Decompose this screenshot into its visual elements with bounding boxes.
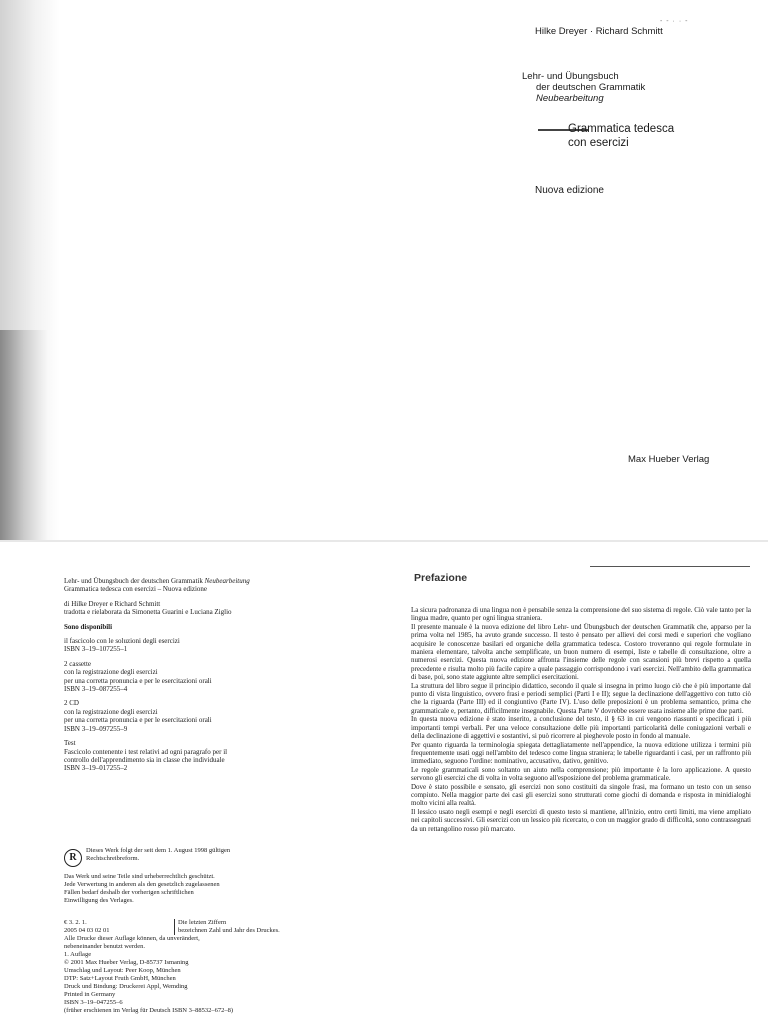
- imprint-line: Umschlag und Layout: Peer Koop, München: [64, 967, 181, 974]
- available-heading: Sono disponibili: [64, 622, 113, 631]
- copyright-note: [64, 873, 364, 905]
- preface-paragraph: Il presente manuale è la nuova edizione del libro Lehr- und Übungsbuch der deutschen Grammatik che, apparso per la prima volta nel 1985, ha avuto grande successo. Il testo è pensato per allievi dei corsi medi e superiori che vogliano acquisire le conoscenze basilari ed organiche della grammatica tedesca. Costoro troveranno qui regole formulate in maniera elementare, talvolta anche semplificate, un buon numero di esempi, liste e tabelle di consultazione, oltre a numerosi esercizi. Questa nuova edizione affronta l'insieme delle regole con scansioni più brevi rispetto a quella precedente e risulta molto più facile capire a quale passaggio corrispondono i vari esercizi. Nell'ambito della grammatica di base, poi, sono state aggiunte altre semplici esercitazioni.: [411, 622, 751, 682]
- imprint-line: DTP: Satz+Layout Fruth GmbH, München: [64, 975, 176, 982]
- print-run-row: [64, 927, 280, 935]
- preface-paragraph: La struttura del libro segue il principio didattico, secondo il quale si insegna in primo luogo ciò che è più importante dal punto di vista linguistico, ovvero frasi e periodi semplici (Parti I e II); segue la declinazione dell'aggettivo con tutto ciò che la riguarda (Parte III) ed il congiuntivo (Parte IV). L'uso delle preposizioni è un problema semantico, prima che grammaticale e, pertanto, difficilmente insegnabile. Questa Parte V dovrebbe essere usata insieme alle prime due parti.: [411, 681, 751, 715]
- available-item-4-isbn: ISBN 3–19–017255–2: [64, 764, 128, 773]
- imprint-book-subtitle: Grammatica tedesca con esercizi – Nuova edizione: [64, 585, 208, 594]
- available-item-3-line-2: per una corretta pronuncia e per le esercitazioni orali: [64, 716, 212, 725]
- german-title: [522, 71, 645, 104]
- available-item-3-title: 2 CD: [64, 699, 79, 708]
- imprint-line: Printed in Germany: [64, 991, 116, 998]
- page-gutter-shadow-dark: [0, 330, 48, 540]
- print-run-row: [64, 919, 280, 927]
- german-title-line-2: der deutschen Grammatik: [536, 82, 646, 93]
- available-item-4-line-1: Fascicolo contenente i test relativi ad ogni paragrafo per il: [64, 747, 228, 756]
- available-item-2-line-1: con la registrazione degli esercizi: [64, 668, 158, 677]
- imprint-page: [64, 577, 364, 773]
- imprint-by-line: di Hilke Dreyer e Richard Schmitt: [64, 599, 161, 608]
- imprint-book-title-edition: Neubearbeitung: [204, 577, 250, 585]
- preface-paragraph: Le regole grammaticali sono soltanto un aiuto nella comprensione; più importante è la loro applicazione. A questo servono gli esercizi che di volta in volta seguono all'esposizione del problema grammaticale.: [411, 765, 751, 783]
- italian-title-line-1: Grammatica tedesca: [568, 123, 675, 135]
- edition-label: Nuova edizione: [535, 185, 604, 196]
- available-item-3-isbn: ISBN 3–19–097255–9: [64, 724, 128, 733]
- imprint-line: nebeneinander benutzt werden.: [64, 943, 146, 950]
- imprint-book-title: Lehr- und Übungsbuch der deutschen Grammatik Neubearbeitung: [64, 577, 250, 585]
- copyright-line-3: Fällen bedarf deshalb der vorherigen schriftlichen: [64, 889, 194, 896]
- available-item-1-isbn: ISBN 3–19–107255–1: [64, 645, 128, 654]
- authors: Hilke Dreyer · Richard Schmitt: [535, 26, 663, 37]
- reform-note-line-2: Rechtschreibreform.: [86, 855, 140, 862]
- print-run-text: bezeichnen Zahl und Jahr des Druckes.: [174, 927, 280, 935]
- german-title-line-1: Lehr- und Übungsbuch: [522, 71, 619, 82]
- available-item-1-title: il fascicolo con le soluzioni degli esercizi: [64, 637, 180, 646]
- german-title-edition: Neubearbeitung: [536, 93, 604, 104]
- reform-note-line-1: Dieses Werk folgt der seit dem 1. August 1998 gültigen: [86, 847, 231, 854]
- copyright-line-1: Das Werk und seine Teile sind urheberrechtlich geschützt.: [64, 873, 215, 880]
- imprint-line: ISBN 3–19–047255–6: [64, 999, 123, 1006]
- print-run-nums: € 3. 2. 1.: [64, 919, 87, 926]
- available-item-3-line-1: con la registrazione degli esercizi: [64, 707, 158, 716]
- available-item-4-title: Test: [64, 739, 76, 748]
- imprint-line: © 2001 Max Hueber Verlag, D-85737 Ismaning: [64, 959, 189, 966]
- page-divider: [0, 540, 768, 542]
- preface-rule: [590, 566, 750, 567]
- print-run-nums: 2005 04 03 02 01: [64, 927, 110, 934]
- preface-title: Prefazione: [414, 572, 468, 584]
- corner-mark: - - · · -: [660, 18, 689, 25]
- copyright-line-4: Einwilligung des Verlages.: [64, 897, 134, 904]
- available-item-2-isbn: ISBN 3–19–087255–4: [64, 685, 128, 694]
- preface-paragraph: Il lessico usato negli esempi e negli esercizi di questo testo si mantiene, all'inizio, entro certi limiti, ma viene ampliato nei capitoli successivi. Gli esercizi con un lessico più ricercato, o con un maggior grado di difficoltà, sono contrassegnati da un rettangolino rosso più marcato.: [411, 807, 751, 833]
- publisher: Max Hueber Verlag: [628, 454, 710, 465]
- preface-paragraph: La sicura padronanza di una lingua non è pensabile senza la comprensione del suo sistema di regole. Ciò vale tanto per la lingua madre, quanto per ogni lingua straniera.: [411, 606, 751, 623]
- preface-paragraph: Dove è stato possibile e sensato, gli esercizi non sono costituiti da singole frasi, ma formano un testo con un senso compiuto. Nella maggior parte dei casi gli esercizi sono strutturati come giochi di domanda e risposta in minidialoghi molto vicini alla realtà.: [411, 782, 751, 808]
- copyright-line-2: Jede Verwertung in anderen als den gesetzlich zugelassenen: [64, 881, 220, 888]
- imprint-line: 1. Auflage: [64, 951, 92, 958]
- print-run-table: [64, 919, 280, 935]
- available-item-2-line-2: per una corretta pronuncia e per le esercitazioni orali: [64, 676, 212, 685]
- print-run-text: Die letzten Ziffern: [174, 919, 226, 927]
- italian-title-line-2: con esercizi: [568, 137, 629, 149]
- available-item-4-line-2: controllo dell'apprendimento sia in classe che individuale: [64, 755, 225, 764]
- preface-paragraph: In questa nuova edizione è stato inserito, a conclusione del testo, il § 63 in cui vengono riassunti e specificati i più importanti tempi verbali. Per una veloce consultazione delle più importanti particolarità delle coniugazioni verbali e della declinazione di aggettivi e sostantivi, si può ricorrere al pieghevole posto in fondo al manuale.: [411, 715, 751, 741]
- imprint-line: (früher erschienen im Verlag für Deutsch ISBN 3–88532–672–8): [64, 1007, 234, 1014]
- preface-body: [411, 606, 751, 833]
- imprint-translators: tradotta e rielaborata da Simonetta Guarini e Luciana Ziglio: [64, 608, 232, 617]
- preface-paragraph: Per quanto riguarda la terminologia spiegata dettagliatamente nell'appendice, la nuova edizione utilizza i termini più frequentemente usati oggi nell'ambito del tedesco come lingua straniera; le tabelle riguardanti i casi, per un raffronto più immediato, seguono l'ordine: nominativo, accusativo, dativo, genitivo.: [411, 740, 751, 766]
- imprint-details: [64, 935, 364, 1015]
- spelling-reform-note: [86, 847, 286, 863]
- imprint-line: Druck und Bindung: Druckerei Appl, Wemding: [64, 983, 188, 990]
- imprint-line: Alle Drucke dieser Auflage können, da unverändert,: [64, 935, 200, 942]
- spelling-reform-logo-icon: R: [64, 849, 82, 867]
- available-item-2-title: 2 cassette: [64, 659, 92, 668]
- italian-title: [568, 122, 674, 150]
